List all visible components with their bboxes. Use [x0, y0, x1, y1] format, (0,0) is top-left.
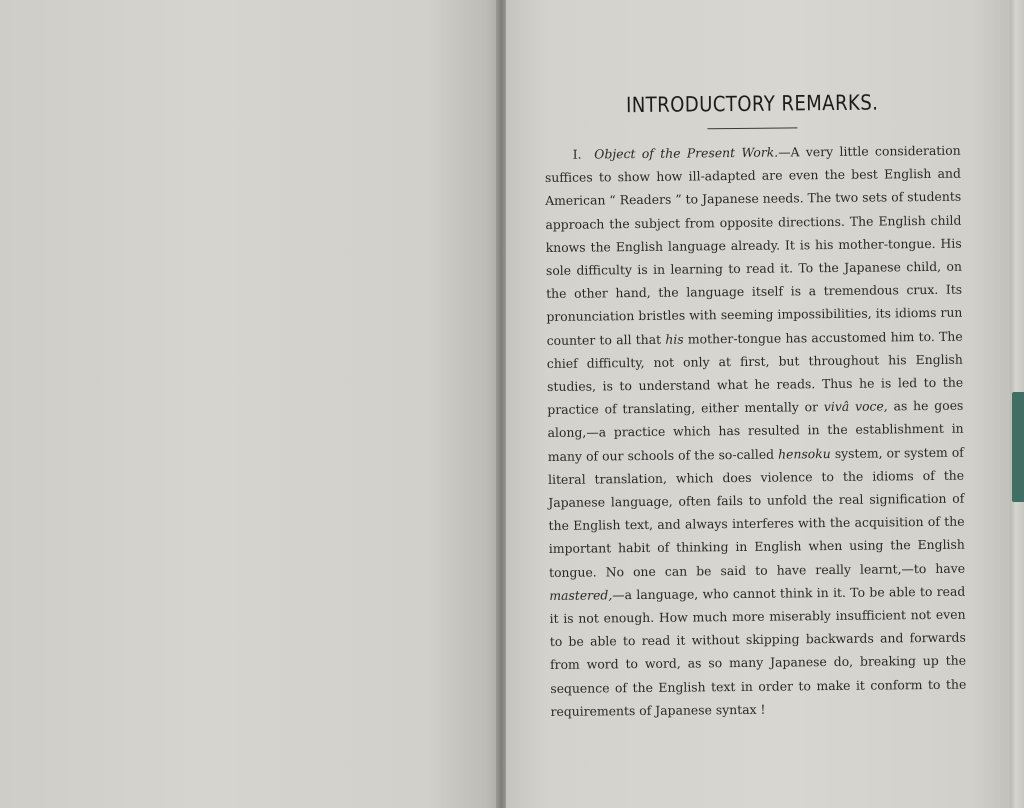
paragraph-text: —a language, who cannot think in it. To be able to read it is not enough. How much more miserably insufficient not even to be able to read it without skipping backwards and forwards from word to word, as so many Japanese do, breaking up the sequence of the English text in order to make it conform to the requirements of Japanese syntax !	[549, 583, 967, 719]
left-page	[0, 0, 502, 808]
italic-word: hensoku	[778, 445, 831, 462]
paragraph-text: as he goes along,—a practice which has resulted in the establishment in many of our schools of the so-called	[547, 397, 964, 464]
body-paragraph	[545, 139, 967, 723]
section-number: I.	[572, 146, 582, 162]
heading-rule	[707, 127, 797, 129]
paragraph-text: —A very little consideration suffices to show how ill-adapted are even the best English and American “ Readers ” to Japanese needs. The two sets of students approach the subject from opposite directions. The English child knows the English language already. It is his mother-tongue. His sole difficulty is in learning to read it. To the Japanese child, on the other hand, the language itself is a tremendous crux. Its pronunciation bristles with seeming impossibilities, its idioms run counter to all that	[544, 142, 963, 348]
italic-word: his	[665, 331, 684, 347]
page-text-block	[544, 84, 967, 723]
page-heading: INTRODUCTORY REMARKS.	[625, 90, 879, 118]
paragraph-text: mother-tongue has accustomed him to. The chief difficulty, not only at first, but throughout his English studies, is to understand what he reads. Thus he is led to the practice of translating, either mentally or	[546, 328, 964, 418]
italic-word: mastered,	[549, 587, 613, 603]
bookmark-tab	[1012, 392, 1024, 502]
section-title: Object of the Present Work.	[594, 144, 779, 162]
italic-word: vivâ voce,	[823, 398, 888, 415]
paragraph-text: system, or system of literal translation, which does violence to the idioms of the Japanese language, often fails to unfold the real signification of the English text, and always interferes with the acquisition of the important habit of thinking in English when using the English tongue. No one can be said to have really learnt,—to have	[548, 444, 966, 580]
